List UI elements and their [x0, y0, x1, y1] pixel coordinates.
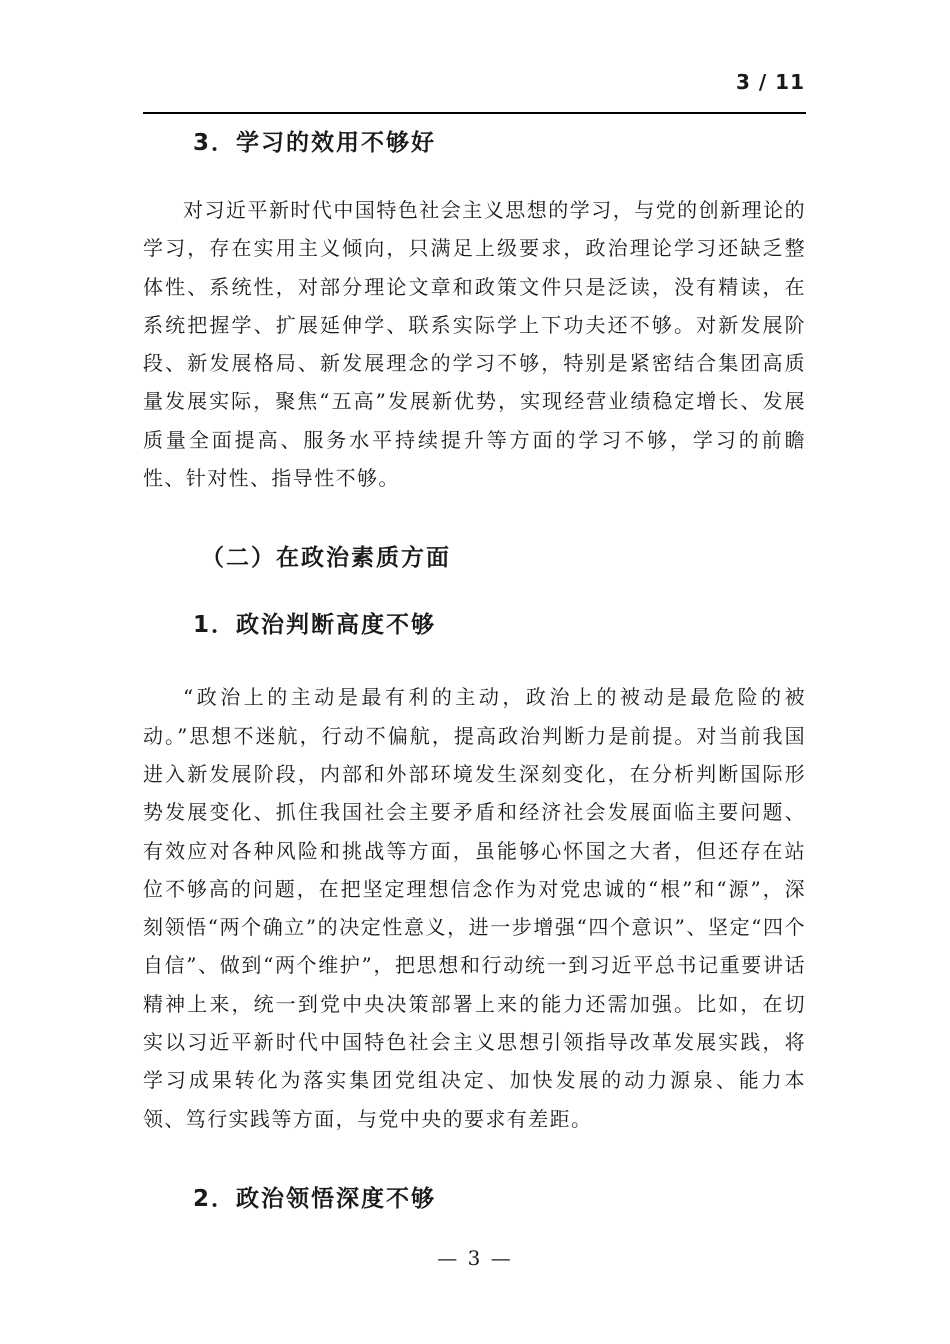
section-heading-learning-effect: 3．学习的效用不够好 [193, 130, 437, 156]
footer-page-number: — 3 — [437, 1246, 513, 1270]
header-rule [143, 112, 806, 114]
section-heading-political-understanding: 2．政治领悟深度不够 [193, 1185, 437, 1212]
paragraph-political-judgment: “政治上的主动是最有利的主动，政治上的被动是最危险的被动。”思想不迷航，行动不偏航，提高政治判断力是前提。对当前我国进入新发展阶段，内部和外部环境发生深刻变化，在分析判断国际形势发展变化、抓住我国社会主要矛盾和经济社会发展面临主要问题、有效应对各种风险和挑战等方面，虽能够心怀国之大者，但还存在站位不够高的问题，在把坚定理想信念作为对党忠诚的“根”和“源”，深刻领悟“两个确立”的决定性意义，进一步增强“四个意识”、坚定“四个自信”、做到“两个维护”，把思想和行动统一到习近平总书记重要讲话精神上来，统一到党中央决策部署上来的能力还需加强。比如，在切实以习近平新时代中国特色社会主义思想引领指导改革发展实践，将学习成果转化为落实集团党组决定、加快发展的动力源泉、能力本领、笃行实践等方面，与党中央的要求有差距。 [143, 685, 806, 1131]
page-counter: 3 / 11 [736, 70, 805, 94]
section-heading-political-quality: （二）在政治素质方面 [201, 545, 451, 572]
section-heading-political-judgment: 1．政治判断高度不够 [193, 612, 437, 639]
paragraph-learning-effect: 对习近平新时代中国特色社会主义思想的学习，与党的创新理论的学习，存在实用主义倾向，只满足上级要求，政治理论学习还缺乏整体性、系统性，对部分理论文章和政策文件只是泛读，没有精读，在系统把握学、扩展延伸学、联系实际学上下功夫还不够。对新发展阶段、新发展格局、新发展理念的学习不够，特别是紧密结合集团高质量发展实际，聚焦“五高”发展新优势，实现经营业绩稳定增长、发展质量全面提高、服务水平持续提升等方面的学习不够，学习的前瞻性、针对性、指导性不够。 [143, 198, 806, 491]
document-body [143, 118, 806, 1224]
